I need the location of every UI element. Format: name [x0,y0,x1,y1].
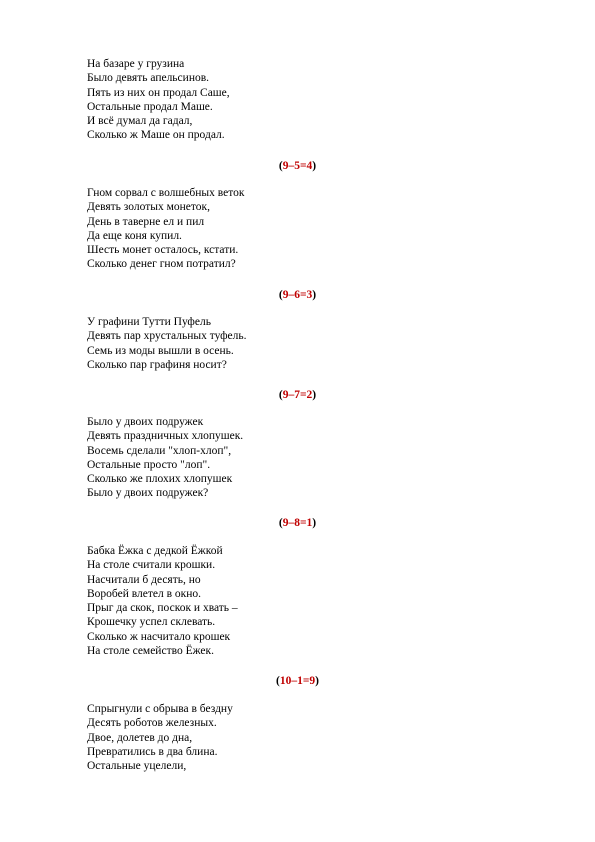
poem-line: Пять из них он продал Саше, [87,86,230,99]
poem-line: Бабка Ёжка с дедкой Ёжкой [87,545,223,557]
answer-expression: 9–8=1 [282,517,313,529]
poem-3 [87,315,247,372]
poem-line: Остальные просто "лоп". [87,458,211,471]
poem-line: Сколько же плохих хлопушек [87,473,233,486]
poem-6 [87,702,233,773]
poem-line: Семь из моды вышли в осень. [87,344,234,357]
poem-line: На базаре у грузина [87,58,185,70]
answer-expression: 9–5=4 [282,160,313,172]
poem-line: Остальные продал Маше. [87,100,213,113]
poem-1 [87,57,230,143]
answer-3: (9–7=2) [278,389,317,401]
poem-line: Воробей влетел в окно. [87,587,202,600]
poem-line: Крошечку успел склевать. [87,616,216,629]
poem-4 [87,415,243,501]
poem-line: Сколько ж Маше он продал. [87,129,225,142]
poem-line: Сколько денег гном потратил? [87,258,236,271]
poem-line: Шесть монет осталось, кстати. [87,244,239,257]
poem-line: Девять праздничных хлопушек. [87,430,244,443]
answer-5: (10–1=9) [276,675,319,687]
poem-line: Восемь сделали "хлоп-хлоп", [87,444,232,457]
poem-line: Остальные уцелели, [87,760,187,773]
poem-line: На столе семейство Ёжек. [87,645,214,658]
poem-line: На столе считали крошки. [87,559,216,572]
poem-line: Было у двоих подружек? [87,487,209,500]
poem-line: Прыг да скок, поскок и хвать – [87,602,238,615]
poem-line: Было девять апельсинов. [87,72,210,85]
poem-line: Девять золотых монеток, [87,201,210,214]
poem-line: Да еще коня купил. [87,229,182,242]
poem-line: Спрыгнули с обрыва в бездну [87,703,233,715]
answer-expression: 9–6=3 [282,289,313,301]
poem-line: Десять роботов железных. [87,717,217,730]
answer-expression: 9–7=2 [282,389,313,401]
poem-line: Насчитали б десять, но [87,573,201,586]
poem-line: Двое, долетев до дна, [87,731,193,744]
answer-2: (9–6=3) [278,289,317,301]
poem-5 [87,544,238,658]
answer-expression: 10–1=9 [279,675,316,687]
poem-line: У графини Тутти Пуфель [87,316,211,328]
answer-4: (9–8=1) [278,517,317,529]
poem-line: И всё думал да гадал, [87,115,193,128]
poem-2 [87,186,244,272]
poem-line: Сколько пар графиня носит? [87,358,227,371]
poem-line: Гном сорвал с волшебных веток [87,187,245,199]
answer-1: (9–5=4) [278,160,317,172]
poem-line: Сколько ж насчитало крошек [87,630,231,643]
poem-line: День в таверне ел и пил [87,215,205,228]
poem-line: Превратились в два блина. [87,745,218,758]
poem-line: Девять пар хрустальных туфель. [87,330,247,343]
poem-line: Было у двоих подружек [87,416,204,428]
